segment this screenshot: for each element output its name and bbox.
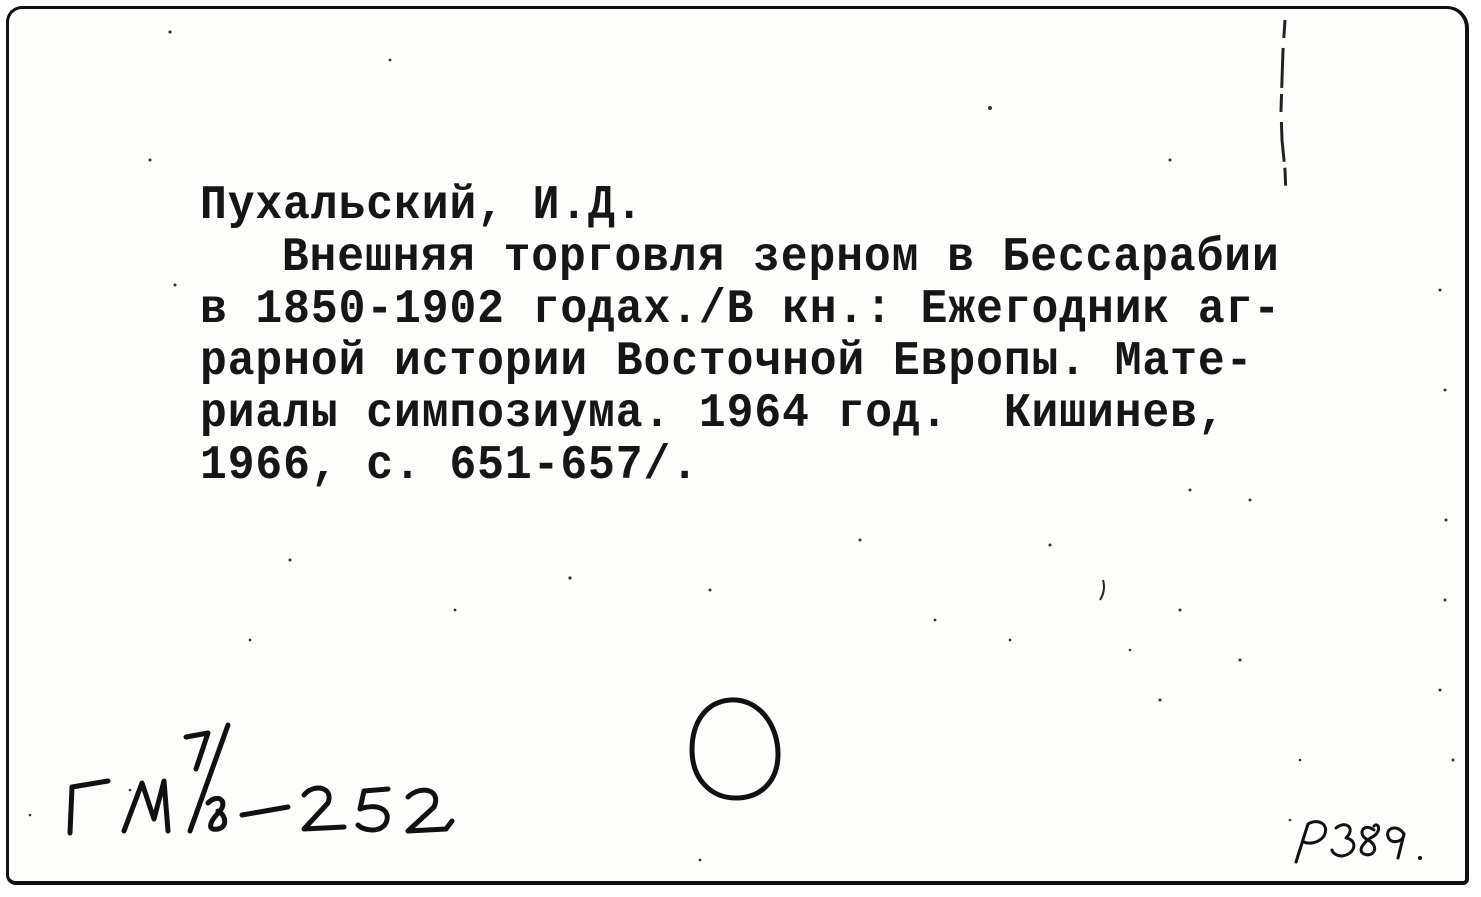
entry-line-4: риалы симпозиума. 1964 год. Кишинев, [200, 387, 1226, 441]
margin-pencil-line [1255, 10, 1295, 200]
entry-line-3: рарной истории Восточной Европы. Мате- [200, 335, 1254, 389]
entry-line-1: Внешняя торговля зерном в Бессарабии [281, 231, 1280, 285]
author-line: Пухальский, И.Д. [200, 179, 644, 233]
handwritten-code [1278, 800, 1428, 870]
typed-entry [200, 180, 1344, 492]
handwritten-shelfmark [58, 715, 478, 845]
punch-hole [680, 692, 790, 804]
entry-line-5: 1966, с. 651-657/. [200, 439, 699, 493]
entry-line-2: в 1850-1902 годах./В кн.: Ежегодник аг- [200, 283, 1282, 337]
